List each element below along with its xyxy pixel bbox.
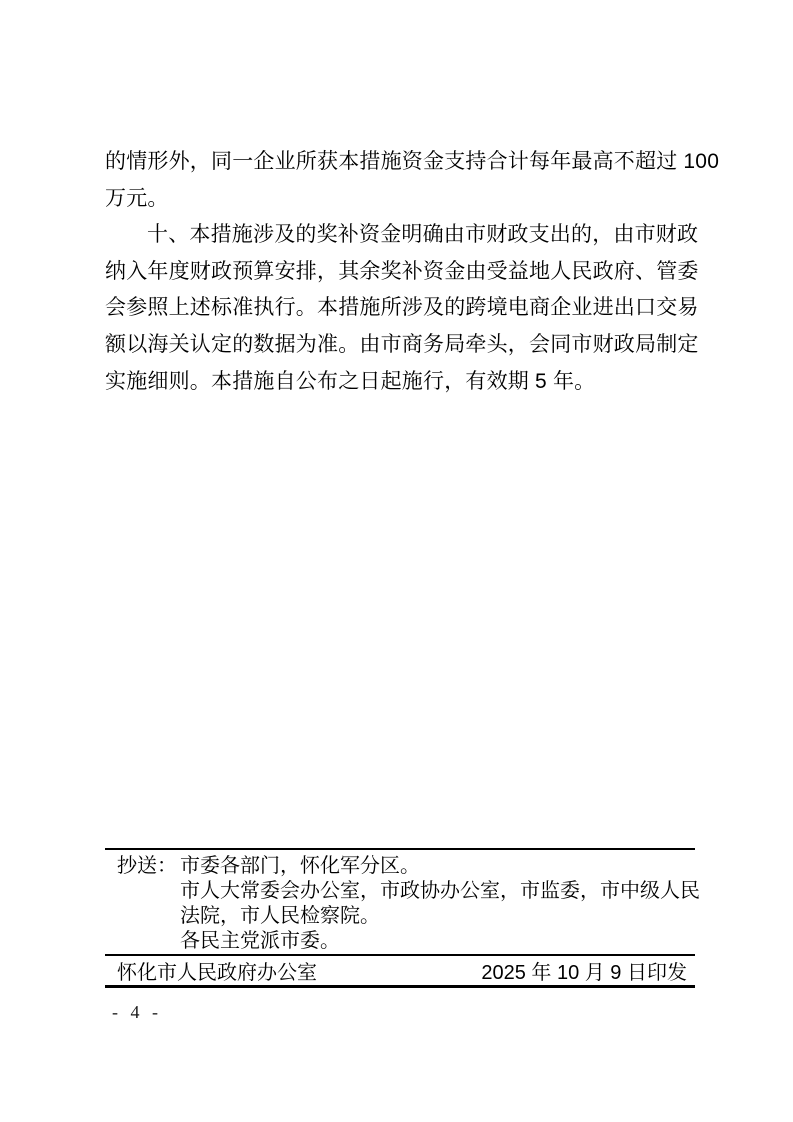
issuing-office: 怀化市人民政府办公室 xyxy=(117,962,317,984)
body-line: 纳入年度财政预算安排，其余奖补资金由受益地人民政府、管委 xyxy=(105,259,699,283)
cc-line: 市委各部门，怀化军分区。 xyxy=(180,855,420,877)
body-line-article-ten: 十、本措施涉及的奖补资金明确由市财政支出的，由市财政 xyxy=(147,223,699,247)
cc-row xyxy=(105,854,695,879)
body-line: 实施细则。本措施自公布之日起施行，有效期 5 年。 xyxy=(105,369,596,393)
cc-row: 各民主党派市委。 xyxy=(180,930,340,952)
cc-row: 市人大常委会办公室，市政协办公室，市监委，市中级人民 xyxy=(180,880,700,902)
cc-row: 法院，市人民检察院。 xyxy=(180,905,380,927)
body-line: 万元。 xyxy=(105,186,169,210)
print-date: 2025 年 10 月 9 日印发 xyxy=(481,962,687,984)
copy-distribution-section xyxy=(105,848,700,954)
page-number: - 4 - xyxy=(112,1002,162,1022)
publisher-row xyxy=(105,954,695,988)
body-line: 的情形外，同一企业所获本措施资金支持合计每年最高不超过 100 xyxy=(105,150,720,173)
body-text xyxy=(105,144,720,400)
document-footer xyxy=(105,848,700,988)
cc-label: 抄送： xyxy=(117,855,177,877)
body-line: 额以海关认定的数据为准。由市商务局牵头，会同市财政局制定 xyxy=(105,332,699,356)
body-line: 会参照上述标准执行。本措施所涉及的跨境电商企业进出口交易 xyxy=(105,296,699,320)
